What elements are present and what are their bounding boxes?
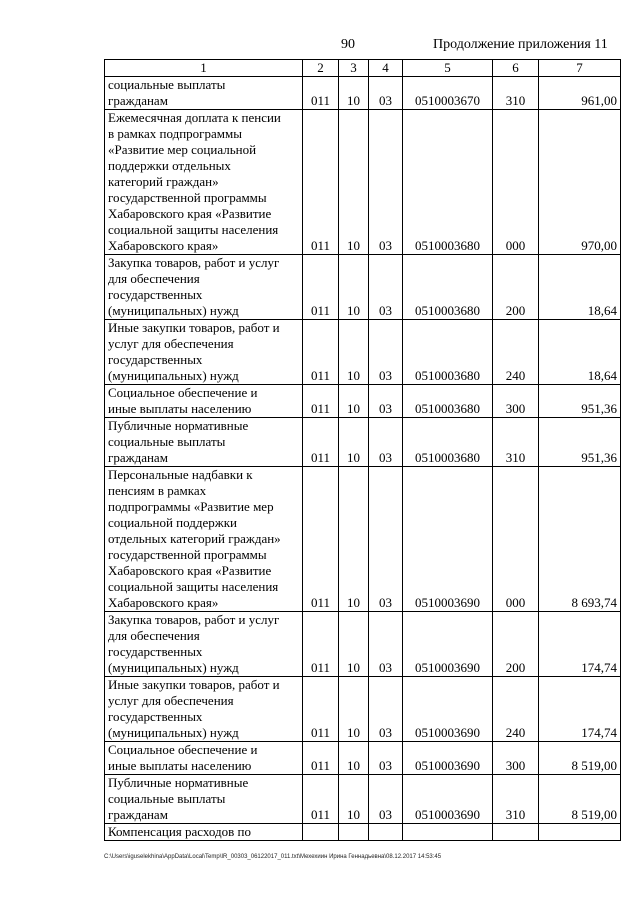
subsection-cell: 03 <box>369 320 403 385</box>
description-line: гражданам <box>108 807 168 822</box>
table-row <box>105 255 621 320</box>
target-article-cell: 0510003680 <box>403 110 493 255</box>
expense-type-cell: 310 <box>493 77 539 110</box>
description-line: иные выплаты населению <box>108 758 252 773</box>
target-article-cell: 0510003680 <box>403 320 493 385</box>
admin-code-cell: 011 <box>303 775 339 824</box>
subsection-cell: 03 <box>369 77 403 110</box>
description-line: (муниципальных) нужд <box>108 368 239 383</box>
admin-code-cell: 011 <box>303 677 339 742</box>
expense-type-cell: 300 <box>493 742 539 775</box>
expense-type-cell: 240 <box>493 677 539 742</box>
admin-code-cell: 011 <box>303 320 339 385</box>
table-body <box>105 77 621 841</box>
subsection-cell: 03 <box>369 775 403 824</box>
description-line: Хабаровского края» <box>108 595 219 610</box>
section-cell: 10 <box>339 320 369 385</box>
description-line: отдельных категорий граждан» <box>108 531 281 546</box>
table-row <box>105 612 621 677</box>
column-header-3: 3 <box>339 60 369 77</box>
amount-cell: 951,36 <box>539 385 621 418</box>
row-description <box>105 612 303 677</box>
row-description <box>105 385 303 418</box>
row-description <box>105 418 303 467</box>
description-line: для обеспечения <box>108 271 200 286</box>
admin-code-cell: 011 <box>303 467 339 612</box>
subsection-cell: 03 <box>369 677 403 742</box>
expense-type-cell: 000 <box>493 110 539 255</box>
admin-code-cell: 011 <box>303 742 339 775</box>
description-line: (муниципальных) нужд <box>108 660 239 675</box>
description-line: социальные выплаты <box>108 434 226 449</box>
empty-cell <box>403 824 493 841</box>
row-description <box>105 320 303 385</box>
column-header-4: 4 <box>369 60 403 77</box>
table-row <box>105 677 621 742</box>
table-row <box>105 385 621 418</box>
target-article-cell: 0510003690 <box>403 677 493 742</box>
table-row <box>105 418 621 467</box>
description-line: государственной программы <box>108 190 267 205</box>
appendix-continuation-note: Продолжение приложения 11 <box>433 37 608 52</box>
description-line: иные выплаты населению <box>108 401 252 416</box>
expense-type-cell: 000 <box>493 467 539 612</box>
description-line: социальной защиты населения <box>108 222 279 237</box>
section-cell: 10 <box>339 255 369 320</box>
admin-code-cell: 011 <box>303 255 339 320</box>
empty-cell <box>493 824 539 841</box>
description-line: пенсиям в рамках <box>108 483 207 498</box>
description-line: в рамках подпрограммы <box>108 126 242 141</box>
description-line: государственной программы <box>108 547 267 562</box>
column-header-5: 5 <box>403 60 493 77</box>
description-line: Социальное обеспечение и <box>108 385 258 400</box>
table-row <box>105 320 621 385</box>
subsection-cell: 03 <box>369 467 403 612</box>
amount-cell: 970,00 <box>539 110 621 255</box>
table-row <box>105 77 621 110</box>
table-row <box>105 742 621 775</box>
file-path-footer: C:\Users\iguselekhina\AppData\Local\Temp\IR_00303_06122017_011.txt\Мехехиин Ирина Геннадьевна\08.12.2017 14:53:45 <box>104 854 442 860</box>
target-article-cell: 0510003680 <box>403 255 493 320</box>
description-line: (муниципальных) нужд <box>108 725 239 740</box>
description-line: социальные выплаты <box>108 791 226 806</box>
empty-cell <box>303 824 339 841</box>
description-line: Иные закупки товаров, работ и <box>108 320 280 335</box>
admin-code-cell: 011 <box>303 612 339 677</box>
section-cell: 10 <box>339 418 369 467</box>
subsection-cell: 03 <box>369 612 403 677</box>
column-header-6: 6 <box>493 60 539 77</box>
row-description <box>105 255 303 320</box>
description-line: государственных <box>108 352 203 367</box>
row-description <box>105 467 303 612</box>
target-article-cell: 0510003690 <box>403 467 493 612</box>
description-line: Хабаровского края» <box>108 238 219 253</box>
description-line: (муниципальных) нужд <box>108 303 239 318</box>
description-line: для обеспечения <box>108 628 200 643</box>
amount-cell: 18,64 <box>539 320 621 385</box>
description-line: гражданам <box>108 450 168 465</box>
description-line: услуг для обеспечения <box>108 693 234 708</box>
target-article-cell: 0510003670 <box>403 77 493 110</box>
section-cell: 10 <box>339 77 369 110</box>
description-line: Иные закупки товаров, работ и <box>108 677 280 692</box>
table-row-partial <box>105 824 621 841</box>
subsection-cell: 03 <box>369 418 403 467</box>
description-line: социальной защиты населения <box>108 579 279 594</box>
description-line: социальные выплаты <box>108 77 226 92</box>
row-description <box>105 77 303 110</box>
description-line: категорий граждан» <box>108 174 219 189</box>
table-row <box>105 110 621 255</box>
column-number-row <box>105 60 621 77</box>
amount-cell: 8 519,00 <box>539 742 621 775</box>
empty-cell <box>539 824 621 841</box>
expense-type-cell: 200 <box>493 612 539 677</box>
column-header-2: 2 <box>303 60 339 77</box>
admin-code-cell: 011 <box>303 110 339 255</box>
expense-type-cell: 240 <box>493 320 539 385</box>
target-article-cell: 0510003690 <box>403 742 493 775</box>
description-line: государственных <box>108 709 203 724</box>
expense-type-cell: 310 <box>493 775 539 824</box>
expense-type-cell: 300 <box>493 385 539 418</box>
row-description: Компенсация расходов по <box>105 824 303 841</box>
amount-cell: 18,64 <box>539 255 621 320</box>
description-line: Хабаровского края «Развитие <box>108 563 272 578</box>
target-article-cell: 0510003690 <box>403 775 493 824</box>
empty-cell <box>369 824 403 841</box>
target-article-cell: 0510003680 <box>403 418 493 467</box>
description-line: подпрограммы «Развитие мер <box>108 499 274 514</box>
description-line: услуг для обеспечения <box>108 336 234 351</box>
expense-type-cell: 200 <box>493 255 539 320</box>
section-cell: 10 <box>339 612 369 677</box>
description-line: Публичные нормативные <box>108 418 249 433</box>
description-line: социальной поддержки <box>108 515 237 530</box>
subsection-cell: 03 <box>369 385 403 418</box>
description-line: «Развитие мер социальной <box>108 142 257 157</box>
subsection-cell: 03 <box>369 110 403 255</box>
section-cell: 10 <box>339 385 369 418</box>
column-header-1: 1 <box>105 60 303 77</box>
description-line: Ежемесячная доплата к пенсии <box>108 110 281 125</box>
amount-cell: 8 519,00 <box>539 775 621 824</box>
expense-type-cell: 310 <box>493 418 539 467</box>
admin-code-cell: 011 <box>303 77 339 110</box>
amount-cell: 961,00 <box>539 77 621 110</box>
amount-cell: 8 693,74 <box>539 467 621 612</box>
section-cell: 10 <box>339 742 369 775</box>
description-line: Закупка товаров, работ и услуг <box>108 255 280 270</box>
row-description <box>105 775 303 824</box>
description-line: Социальное обеспечение и <box>108 742 258 757</box>
description-line: поддержки отдельных <box>108 158 231 173</box>
description-line: Хабаровского края «Развитие <box>108 206 272 221</box>
description-line: государственных <box>108 287 203 302</box>
page-number: 90 <box>341 37 355 52</box>
description-line: Персональные надбавки к <box>108 467 253 482</box>
subsection-cell: 03 <box>369 255 403 320</box>
section-cell: 10 <box>339 775 369 824</box>
section-cell: 10 <box>339 110 369 255</box>
amount-cell: 951,36 <box>539 418 621 467</box>
description-line: Публичные нормативные <box>108 775 249 790</box>
description-line: государственных <box>108 644 203 659</box>
subsection-cell: 03 <box>369 742 403 775</box>
amount-cell: 174,74 <box>539 612 621 677</box>
target-article-cell: 0510003680 <box>403 385 493 418</box>
table-row <box>105 467 621 612</box>
section-cell: 10 <box>339 467 369 612</box>
description-line: гражданам <box>108 93 168 108</box>
table-row <box>105 775 621 824</box>
target-article-cell: 0510003690 <box>403 612 493 677</box>
section-cell: 10 <box>339 677 369 742</box>
row-description <box>105 742 303 775</box>
row-description <box>105 677 303 742</box>
admin-code-cell: 011 <box>303 418 339 467</box>
budget-table <box>104 59 621 841</box>
amount-cell: 174,74 <box>539 677 621 742</box>
column-header-7: 7 <box>539 60 621 77</box>
admin-code-cell: 011 <box>303 385 339 418</box>
empty-cell <box>339 824 369 841</box>
description-line: Закупка товаров, работ и услуг <box>108 612 280 627</box>
row-description <box>105 110 303 255</box>
